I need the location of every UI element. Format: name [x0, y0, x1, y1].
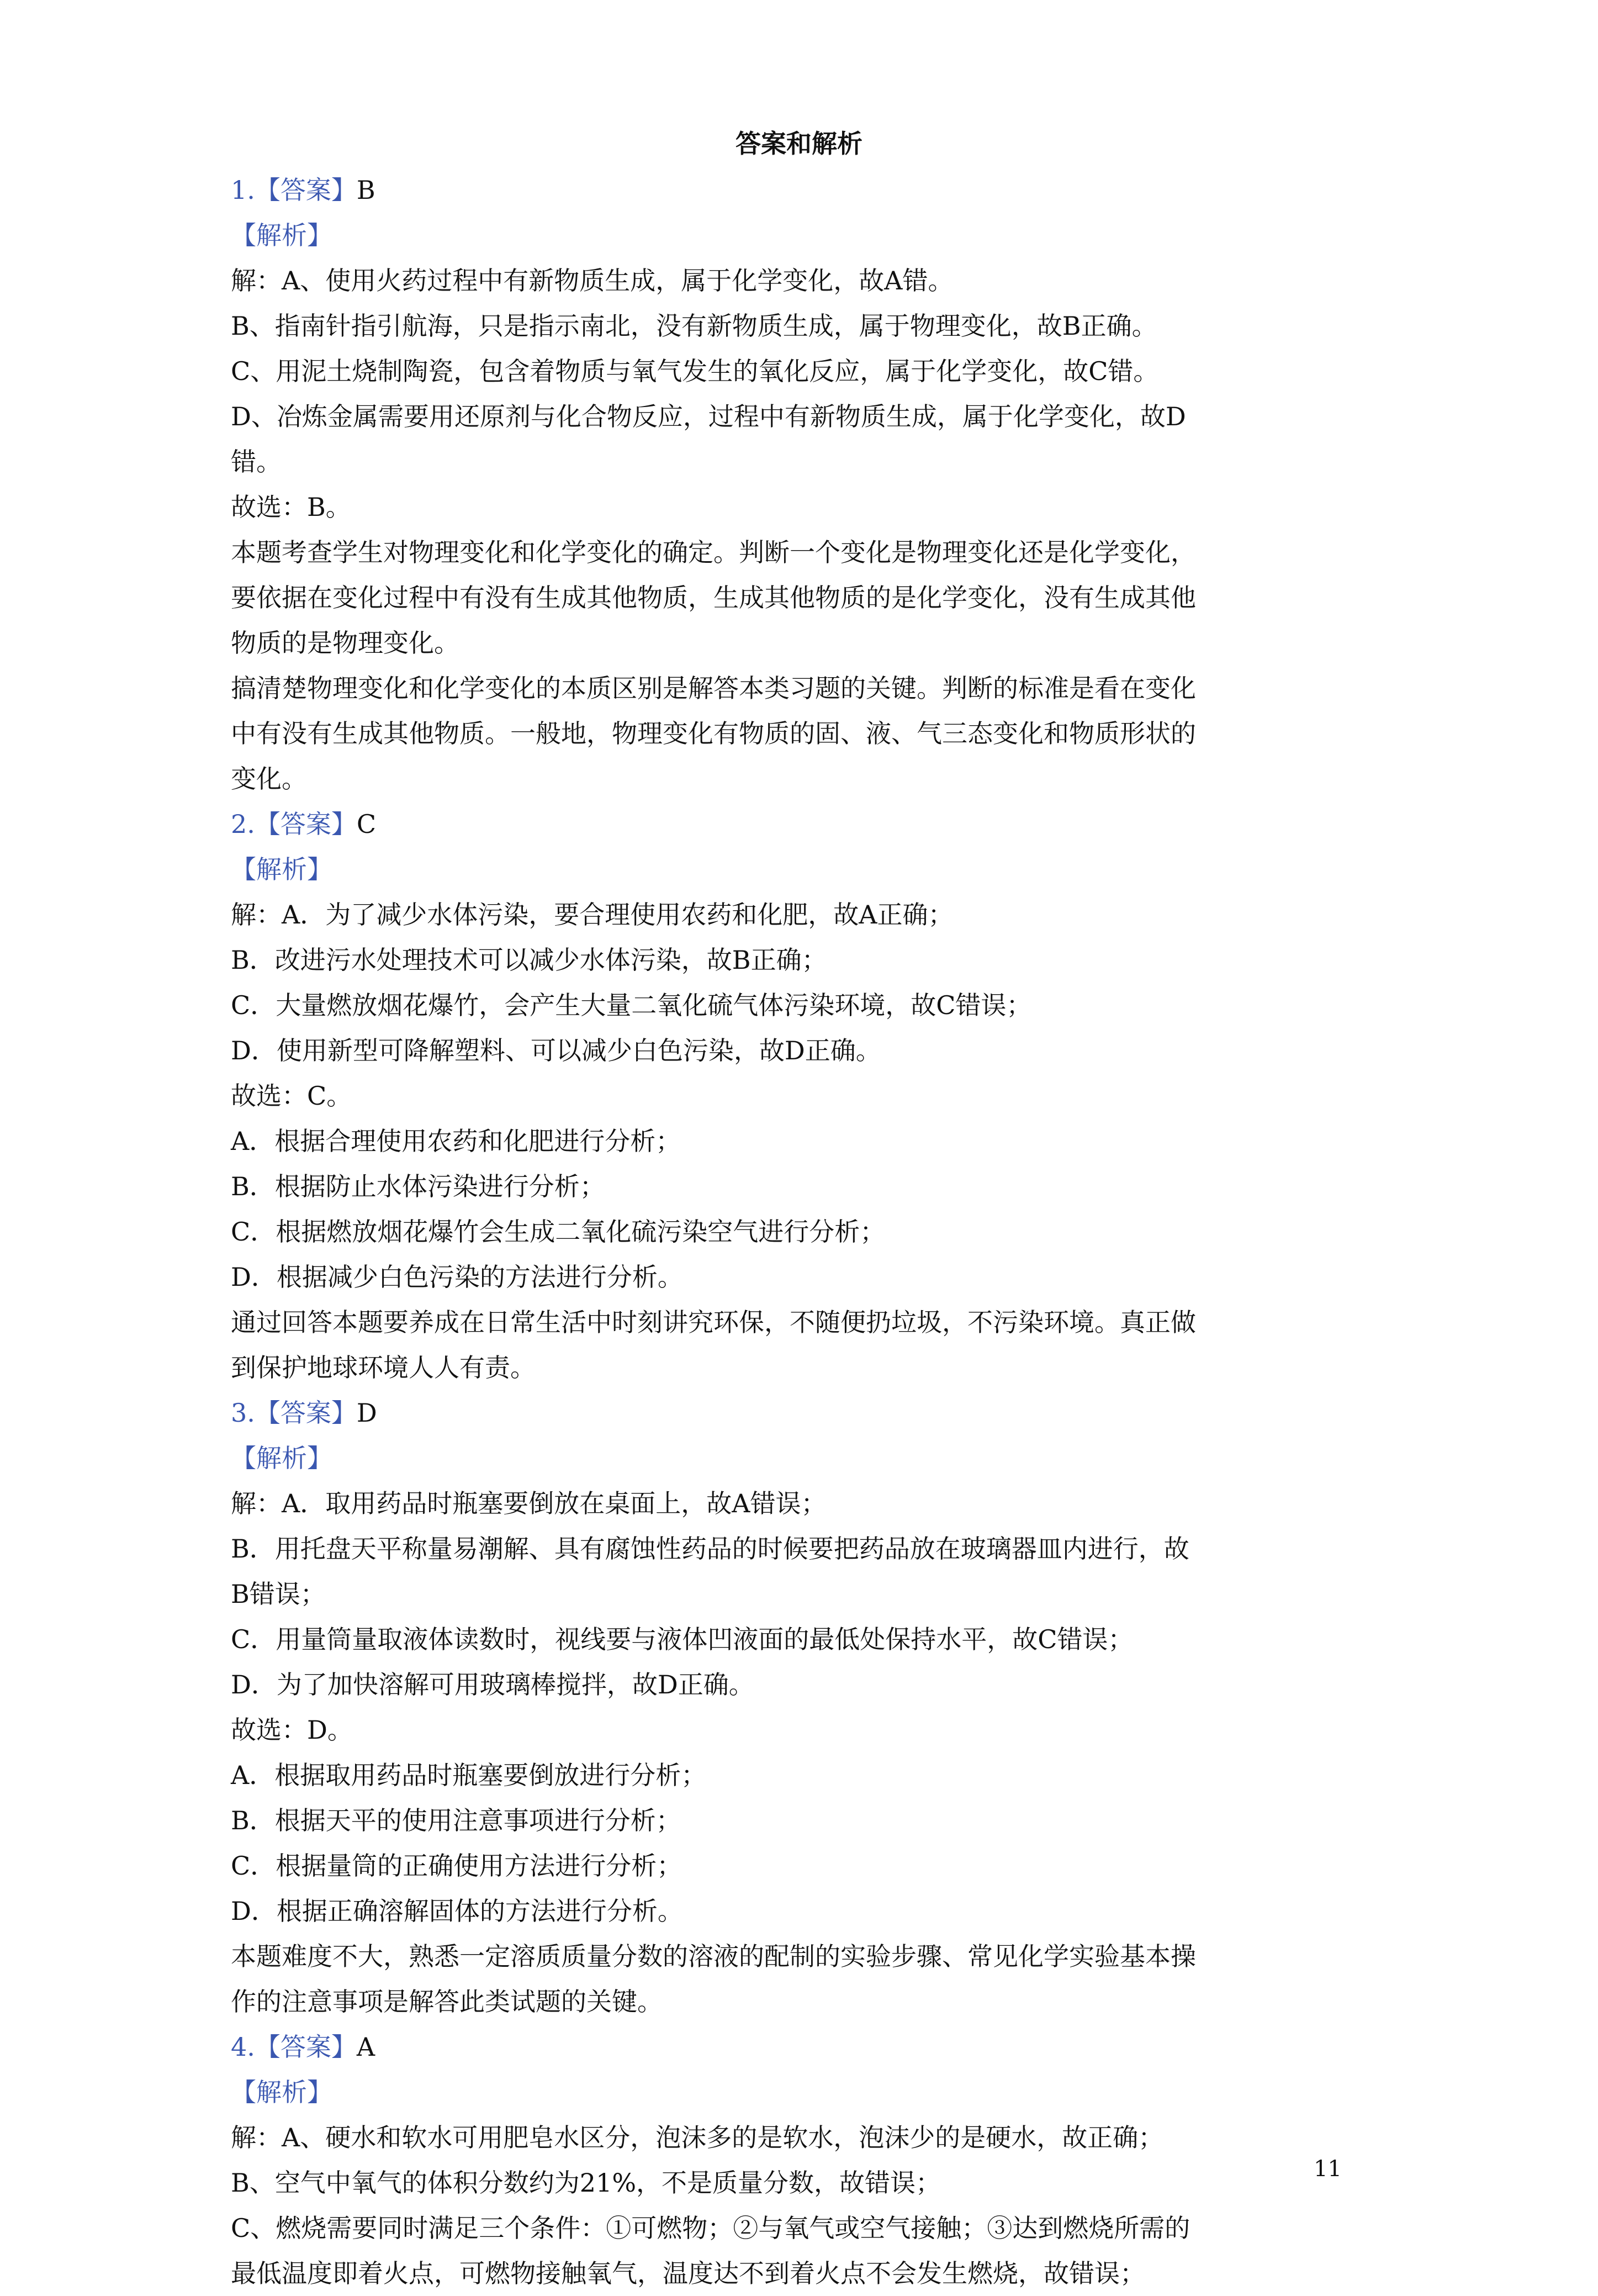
text-line: 本题难度不大，熟悉一定溶质质量分数的溶液的配制的实验步骤、常见化学实验基本操 [231, 1941, 1196, 1971]
answer-choice: C [356, 809, 377, 839]
text-line: C．用量筒量取液体读数时，视线要与液体凹液面的最低处保持水平，故C错误； [231, 1624, 1134, 1654]
text-line: A．根据取用药品时瓶塞要倒放进行分析； [231, 1760, 707, 1790]
text-line: 通过回答本题要养成在日常生活中时刻讲究环保，不随便扔垃圾，不污染环境。真正做 [231, 1307, 1196, 1337]
text-line: 错。 [231, 447, 282, 477]
text-line: B、指南针指引航海，只是指示南北，没有新物质生成，属于物理变化，故B正确。 [231, 311, 1157, 341]
analysis-heading: 【解析】 [231, 2077, 332, 2107]
text-line: C．根据量筒的正确使用方法进行分析； [231, 1851, 682, 1881]
text-line: C．大量燃放烟花爆竹，会产生大量二氧化硫气体污染环境，故C错误； [231, 990, 1032, 1020]
text-line: D．根据减少白色污染的方法进行分析。 [231, 1262, 683, 1292]
answer-label: 1.【答案】 [231, 175, 357, 205]
text-line: 搞清楚物理变化和化学变化的本质区别是解答本类习题的关键。判断的标准是看在变化 [231, 673, 1196, 703]
text-line: D、冶炼金属需要用还原剂与化合物反应，过程中有新物质生成，属于化学变化，故D [231, 402, 1186, 431]
text-line: 中有没有生成其他物质。一般地，物理变化有物质的固、液、气三态变化和物质形状的 [231, 719, 1196, 748]
text-line: C、用泥土烧制陶瓷，包含着物质与氧气发生的氧化反应，属于化学变化，故C错。 [231, 356, 1159, 386]
page-title: 答案和解析 [735, 129, 863, 159]
text-line: B．用托盘天平称量易潮解、具有腐蚀性药品的时候要把药品放在玻璃器皿内进行，故 [231, 1534, 1189, 1564]
text-line: 要依据在变化过程中有没有生成其他物质，生成其他物质的是化学变化，没有生成其他 [231, 583, 1196, 613]
text-line: B错误； [231, 1579, 326, 1609]
text-line: D．根据正确溶解固体的方法进行分析。 [231, 1896, 683, 1926]
answer-line [231, 167, 1377, 213]
answer-line [231, 2024, 1377, 2070]
answer-line [231, 801, 1377, 847]
analysis-heading: 【解析】 [231, 220, 332, 250]
text-line: B．根据防止水体污染进行分析； [231, 1171, 605, 1201]
text-line: 解：A．取用药品时瓶塞要倒放在桌面上，故A错误； [231, 1489, 827, 1518]
text-line: B、空气中氧气的体积分数约为21%，不是质量分数，故错误； [231, 2168, 941, 2198]
text-line: C、燃烧需要同时满足三个条件：①可燃物；②与氧气或空气接触；③达到燃烧所需的 [231, 2213, 1190, 2243]
page-number: 11 [1314, 2156, 1342, 2182]
text-line: 故选：D。 [231, 1715, 353, 1745]
text-line: 本题考查学生对物理变化和化学变化的确定。判断一个变化是物理变化还是化学变化， [231, 537, 1196, 567]
analysis-heading: 【解析】 [231, 854, 332, 884]
answer-choice: A [356, 2032, 375, 2062]
text-line: 变化。 [231, 764, 307, 794]
text-line: 到保护地球环境人人有责。 [231, 1353, 536, 1382]
text-line: 作的注意事项是解答此类试题的关键。 [231, 1987, 663, 2017]
text-line: D．为了加快溶解可用玻璃棒搅拌，故D正确。 [231, 1670, 754, 1699]
answer-label: 2.【答案】 [231, 809, 357, 839]
answer-choice: B [356, 175, 375, 205]
text-line: B．改进污水处理技术可以减少水体污染，故B正确； [231, 945, 827, 975]
text-line: 解：A、使用火药过程中有新物质生成，属于化学变化，故A错。 [231, 266, 954, 295]
text-line: A．根据合理使用农药和化肥进行分析； [231, 1126, 681, 1156]
text-line: 物质的是物理变化。 [231, 628, 459, 658]
analysis-heading: 【解析】 [231, 1443, 332, 1473]
text-line: 故选：C。 [231, 1081, 352, 1111]
text-line: 故选：B。 [231, 492, 351, 522]
answer-content [231, 167, 1377, 2296]
answer-label: 3.【答案】 [231, 1398, 357, 1428]
text-line: 解：A、硬水和软水可用肥皂水区分，泡沫多的是软水，泡沫少的是硬水，故正确； [231, 2123, 1164, 2152]
answer-label: 4.【答案】 [231, 2032, 357, 2062]
answer-line [231, 1390, 1377, 1435]
text-line: 解：A．为了减少水体污染，要合理使用农药和化肥，故A正确； [231, 900, 954, 930]
answer-choice: D [356, 1398, 377, 1428]
text-line: 最低温度即着火点，可燃物接触氧气，温度达不到着火点不会发生燃烧，故错误； [231, 2258, 1145, 2288]
text-line: D．使用新型可降解塑料、可以减少白色污染，故D正确。 [231, 1036, 881, 1065]
text-line: B．根据天平的使用注意事项进行分析； [231, 1806, 681, 1835]
text-line: C．根据燃放烟花爆竹会生成二氧化硫污染空气进行分析； [231, 1217, 886, 1247]
